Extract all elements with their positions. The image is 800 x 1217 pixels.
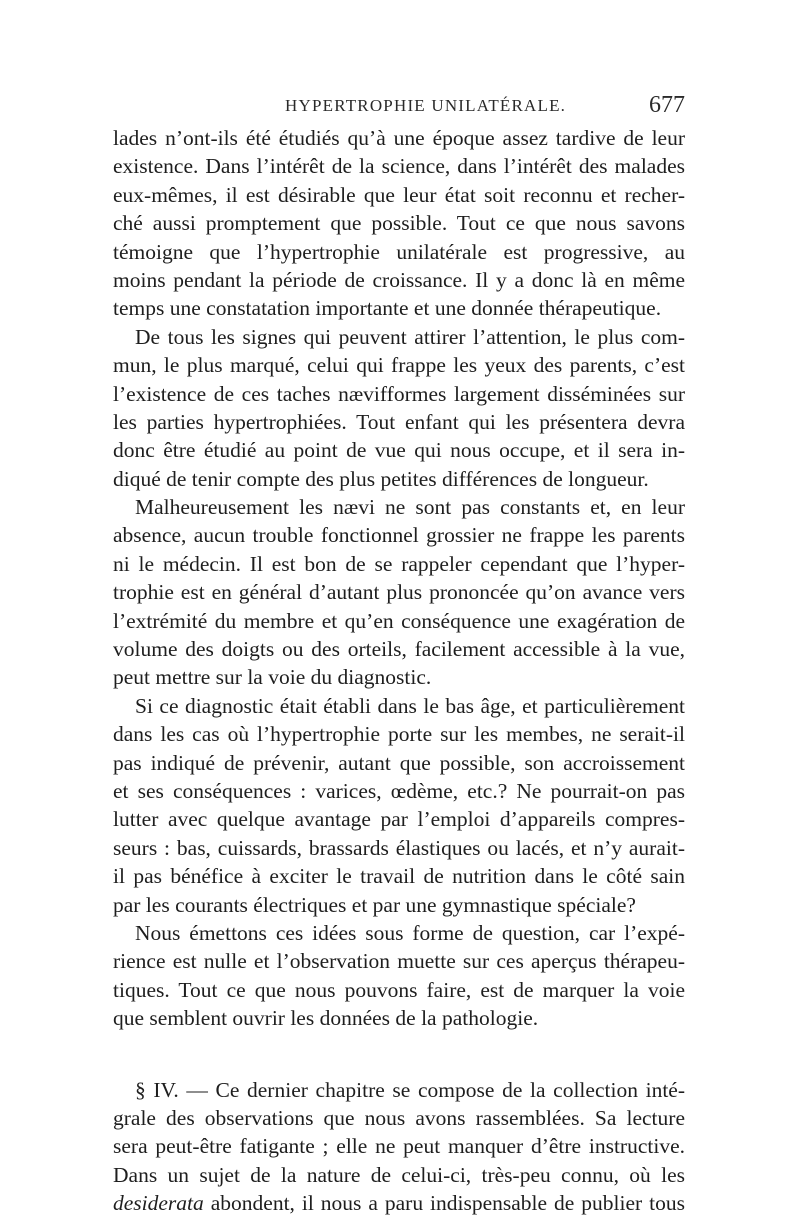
text-line [113,1189,685,1217]
text-line: Malheureusement les nævi ne sont pas constants et, en leur [113,493,685,521]
text-line: et ses conséquences : varices, œdème, etc.? Ne pourrait-on pas [113,777,685,805]
section-paragraph [113,1076,685,1217]
text-line: donc être étudié au point de vue qui nous occupe, et il sera in- [113,436,685,464]
text-line: que semblent ouvrir les données de la pathologie. [113,1004,685,1032]
text-line: volume des doigts ou des orteils, facilement accessible à la vue, [113,635,685,663]
text-line: De tous les signes qui peuvent attirer l’attention, le plus com- [113,323,685,351]
text-line: rience est nulle et l’observation muette sur ces aperçus thérapeu- [113,947,685,975]
text-line: dans les cas où l’hypertrophie porte sur les membes, ne serait-il [113,720,685,748]
text-line: temps une constatation importante et une donnée thérapeutique. [113,294,685,322]
text-line: témoigne que l’hypertrophie unilatérale est progressive, au [113,238,685,266]
paragraph [113,692,685,919]
text-line: il pas bénéfice à exciter le travail de nutrition dans le côté sain [113,862,685,890]
text-line: eux-mêmes, il est désirable que leur état soit reconnu et recher- [113,181,685,209]
italic-term: desiderata [113,1191,204,1215]
text-line: l’extrémité du membre et qu’en conséquence une exagération de [113,607,685,635]
text-line: Dans un sujet de la nature de celui-ci, très-peu connu, où les [113,1161,685,1189]
text-line: existence. Dans l’intérêt de la science, dans l’intérêt des malades [113,152,685,180]
page-header [113,96,685,126]
text-line: Nous émettons ces idées sous forme de question, car l’expé- [113,919,685,947]
text-line: § IV. — Ce dernier chapitre se compose de la collection inté- [113,1076,685,1104]
text-line: moins pendant la période de croissance. Il y a donc là en même [113,266,685,294]
text-line: diqué de tenir compte des plus petites différences de longueur. [113,465,685,493]
text-line: pas indiqué de prévenir, autant que possible, son accroissement [113,749,685,777]
body-text [113,124,685,1217]
text-line: mun, le plus marqué, celui qui frappe les yeux des parents, c’est [113,351,685,379]
paragraph [113,493,685,692]
text-line: seurs : bas, cuissards, brassards élastiques ou lacés, et n’y aurait- [113,834,685,862]
text-line: trophie est en général d’autant plus prononcée qu’on avance vers [113,578,685,606]
paragraph [113,323,685,493]
text-line: ché aussi promptement que possible. Tout ce que nous savons [113,209,685,237]
text-line: absence, aucun trouble fonctionnel grossier ne frappe les parents [113,521,685,549]
text-line: lutter avec quelque avantage par l’emploi d’appareils compres- [113,805,685,833]
paragraph [113,124,685,323]
section-gap [113,1033,685,1076]
text-line: par les courants électriques et par une gymnastique spéciale? [113,891,685,919]
page-number: 677 [649,92,685,119]
text-line-rest: abondent, il nous a paru indispensable de publier tous [204,1191,685,1215]
text-line: sera peut-être fatigante ; elle ne peut manquer d’être instructive. [113,1132,685,1160]
running-title: HYPERTROPHIE UNILATÉRALE. [285,96,566,116]
text-line: peut mettre sur la voie du diagnostic. [113,663,685,691]
text-line: lades n’ont-ils été étudiés qu’à une époque assez tardive de leur [113,124,685,152]
text-line: tiques. Tout ce que nous pouvons faire, est de marquer la voie [113,976,685,1004]
paragraph [113,919,685,1033]
text-line: l’existence de ces taches nævifformes largement disséminées sur [113,380,685,408]
text-line: les parties hypertrophiées. Tout enfant qui les présentera devra [113,408,685,436]
text-line: grale des observations que nous avons rassemblées. Sa lecture [113,1104,685,1132]
text-line: ni le médecin. Il est bon de se rappeler cependant que l’hyper- [113,550,685,578]
text-line: Si ce diagnostic était établi dans le bas âge, et particulièrement [113,692,685,720]
